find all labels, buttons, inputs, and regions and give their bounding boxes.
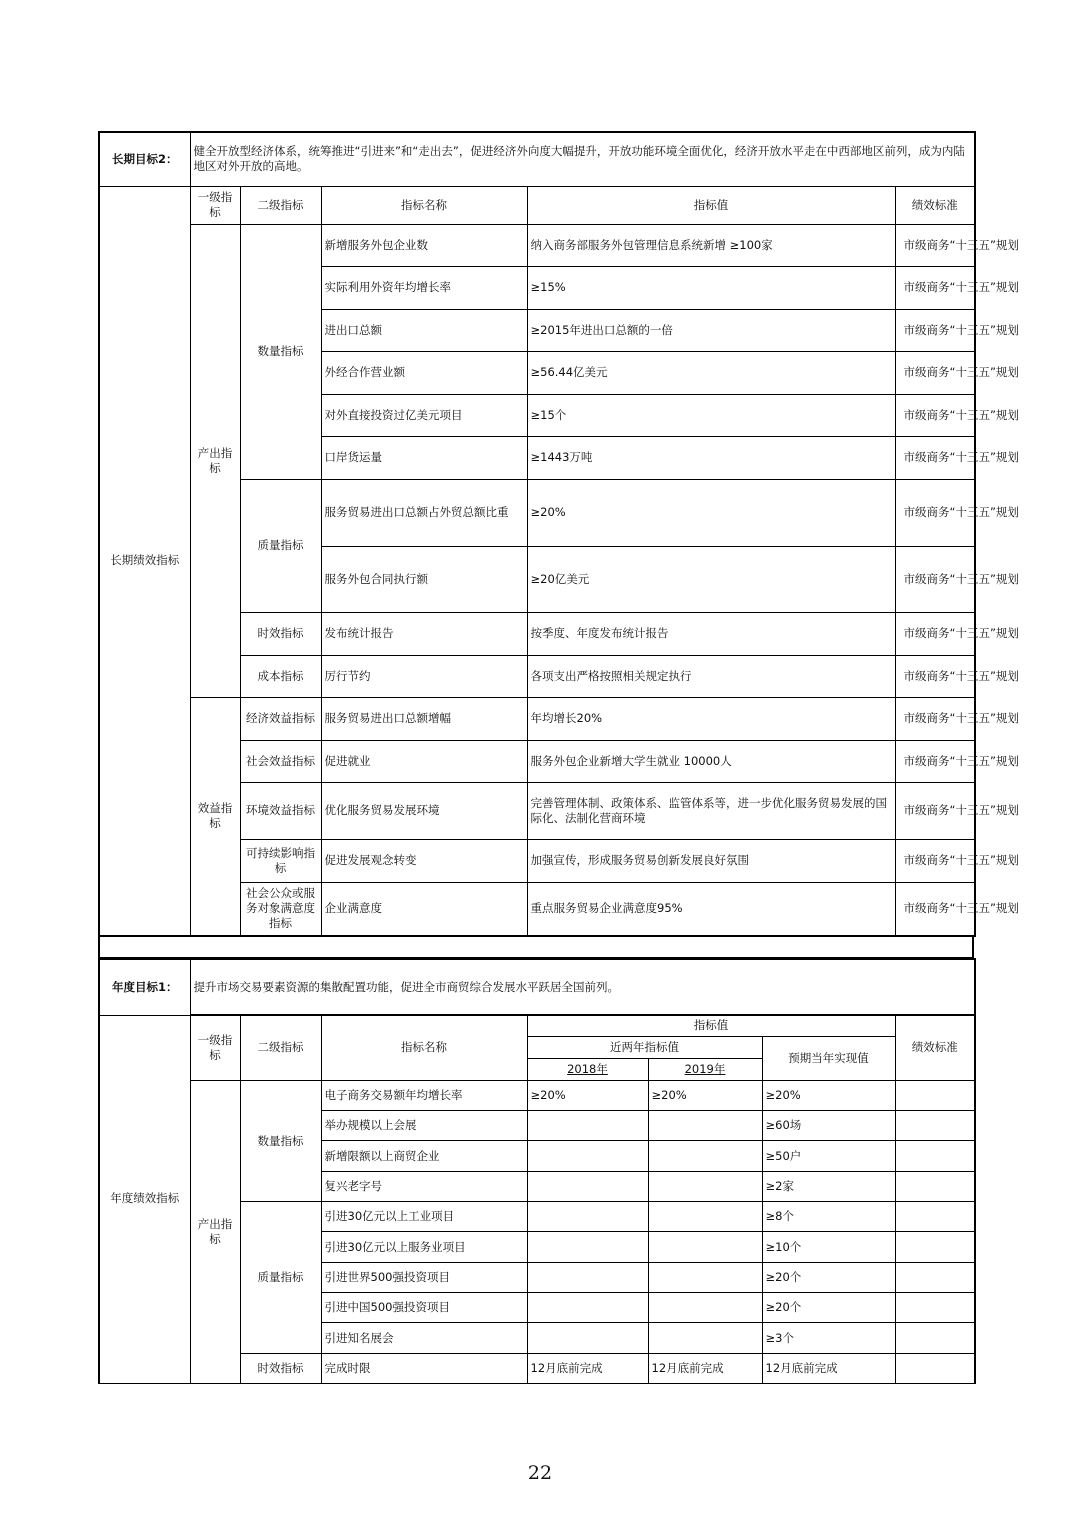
performance-standard: 市级商务“十三五”规划 bbox=[895, 782, 975, 839]
indicator-value: 各项支出严格按照相关规定执行 bbox=[527, 655, 895, 697]
performance-standard: 市级商务“十三五”规划 bbox=[895, 394, 975, 436]
sub-environment: 环境效益指标 bbox=[240, 782, 321, 839]
value-expected: ≥3个 bbox=[762, 1323, 895, 1354]
value-2018 bbox=[527, 1263, 648, 1293]
indicator-name: 实际利用外资年均增长率 bbox=[321, 266, 527, 309]
value-expected: ≥50户 bbox=[762, 1141, 895, 1172]
indicator-value: ≥20% bbox=[527, 479, 895, 546]
indicator-value: ≥56.44亿美元 bbox=[527, 351, 895, 394]
indicator-name: 进出口总额 bbox=[321, 309, 527, 351]
indicator-name: 对外直接投资过亿美元项目 bbox=[321, 394, 527, 436]
sub-social: 社会效益指标 bbox=[240, 740, 321, 782]
long-term-goal-text: 健全开放型经济体系，统筹推进“引进来”和“走出去”，促进经济外向度大幅提升，开放功能环境全面优化，经济开放水平走在中西部地区前列，成为内陆地区对外开放的高地。 bbox=[190, 132, 975, 186]
header-value: 指标值 bbox=[527, 1015, 895, 1037]
performance-standard: 市级商务“十三五”规划 bbox=[895, 612, 975, 655]
value-2018 bbox=[527, 1141, 648, 1172]
performance-standard bbox=[895, 1323, 975, 1354]
value-expected: 12月底前完成 bbox=[762, 1354, 895, 1384]
indicator-name: 外经合作营业额 bbox=[321, 351, 527, 394]
value-2019 bbox=[648, 1111, 762, 1141]
indicator-value: ≥20亿美元 bbox=[527, 546, 895, 612]
value-expected: ≥20个 bbox=[762, 1263, 895, 1293]
header-expected: 预期当年实现值 bbox=[762, 1037, 895, 1081]
indicator-name: 电子商务交易额年均增长率 bbox=[321, 1081, 527, 1111]
performance-standard bbox=[895, 1354, 975, 1384]
indicator-name: 新增服务外包企业数 bbox=[321, 224, 527, 266]
value-2019 bbox=[648, 1323, 762, 1354]
value-2019 bbox=[648, 1232, 762, 1263]
header-2018: 2018年 bbox=[527, 1059, 648, 1081]
indicator-name: 举办规模以上会展 bbox=[321, 1111, 527, 1141]
spacer-row bbox=[98, 935, 974, 958]
sub-sustainable: 可持续影响指标 bbox=[240, 839, 321, 882]
annual-goal-text: 提升市场交易要素资源的集散配置功能，促进全市商贸综合发展水平跃居全国前列。 bbox=[190, 959, 975, 1015]
performance-standard bbox=[895, 1293, 975, 1323]
sub-quality: 质量指标 bbox=[240, 479, 321, 612]
header-recent: 近两年指标值 bbox=[527, 1037, 762, 1059]
group-effect: 效益指标 bbox=[190, 697, 240, 936]
performance-standard: 市级商务“十三五”规划 bbox=[895, 436, 975, 479]
sub-quality: 质量指标 bbox=[240, 1202, 321, 1354]
performance-standard bbox=[895, 1202, 975, 1232]
indicator-value: 年均增长20% bbox=[527, 697, 895, 740]
indicator-value: ≥2015年进出口总额的一倍 bbox=[527, 309, 895, 351]
value-2018 bbox=[527, 1323, 648, 1354]
indicator-value: ≥1443万吨 bbox=[527, 436, 895, 479]
indicator-value: 纳入商务部服务外包管理信息系统新增 ≥100家 bbox=[527, 224, 895, 266]
indicator-name: 促进就业 bbox=[321, 740, 527, 782]
sub-quantity: 数量指标 bbox=[240, 224, 321, 479]
header-name: 指标名称 bbox=[321, 186, 527, 224]
header-standard: 绩效标准 bbox=[895, 1015, 975, 1081]
annual-goal-table bbox=[98, 958, 976, 1016]
value-expected: ≥60场 bbox=[762, 1111, 895, 1141]
sub-timeliness: 时效指标 bbox=[240, 1354, 321, 1384]
performance-standard: 市级商务“十三五”规划 bbox=[895, 882, 975, 936]
indicator-value: 服务外包企业新增大学生就业 10000人 bbox=[527, 740, 895, 782]
indicator-value: ≥15% bbox=[527, 266, 895, 309]
indicator-name: 引进中国500强投资项目 bbox=[321, 1293, 527, 1323]
performance-standard bbox=[895, 1232, 975, 1263]
value-2019: ≥20% bbox=[648, 1081, 762, 1111]
long-term-goal-label: 长期目标2： bbox=[99, 132, 190, 186]
long-term-table bbox=[98, 131, 1019, 937]
group-output: 产出指标 bbox=[190, 224, 240, 697]
value-2018 bbox=[527, 1202, 648, 1232]
performance-standard bbox=[895, 1111, 975, 1141]
header-2019: 2019年 bbox=[648, 1059, 762, 1081]
performance-standard bbox=[895, 1081, 975, 1111]
value-2018: ≥20% bbox=[527, 1081, 648, 1111]
indicator-name: 服务外包合同执行额 bbox=[321, 546, 527, 612]
indicator-value: 重点服务贸易企业满意度95% bbox=[527, 882, 895, 936]
annual-goal-label: 年度目标1： bbox=[99, 959, 190, 1015]
indicator-value: ≥15个 bbox=[527, 394, 895, 436]
value-2019 bbox=[648, 1293, 762, 1323]
value-2019 bbox=[648, 1172, 762, 1202]
indicator-name: 企业满意度 bbox=[321, 882, 527, 936]
performance-standard: 市级商务“十三五”规划 bbox=[895, 546, 975, 612]
performance-standard: 市级商务“十三五”规划 bbox=[895, 309, 975, 351]
value-2018: 12月底前完成 bbox=[527, 1354, 648, 1384]
performance-standard: 市级商务“十三五”规划 bbox=[895, 839, 975, 882]
indicator-name: 厉行节约 bbox=[321, 655, 527, 697]
indicator-name: 促进发展观念转变 bbox=[321, 839, 527, 882]
value-2018 bbox=[527, 1111, 648, 1141]
sub-timeliness: 时效指标 bbox=[240, 612, 321, 655]
sub-quantity: 数量指标 bbox=[240, 1081, 321, 1202]
indicator-name: 服务贸易进出口总额占外贸总额比重 bbox=[321, 479, 527, 546]
indicator-name: 口岸货运量 bbox=[321, 436, 527, 479]
page-number: 22 bbox=[527, 1462, 553, 1484]
indicator-name: 新增限额以上商贸企业 bbox=[321, 1141, 527, 1172]
indicator-name: 引进世界500强投资项目 bbox=[321, 1263, 527, 1293]
header-level2: 二级指标 bbox=[240, 186, 321, 224]
indicator-name: 引进30亿元以上工业项目 bbox=[321, 1202, 527, 1232]
indicator-value: 完善管理体制、政策体系、监管体系等，进一步优化服务贸易发展的国际化、法制化营商环境 bbox=[527, 782, 895, 839]
value-expected: ≥2家 bbox=[762, 1172, 895, 1202]
sub-economic: 经济效益指标 bbox=[240, 697, 321, 740]
header-standard: 绩效标准 bbox=[895, 186, 975, 224]
header-level1: 一级指标 bbox=[190, 186, 240, 224]
sub-satisfaction: 社会公众或服务对象满意度指标 bbox=[240, 882, 321, 936]
indicator-name: 完成时限 bbox=[321, 1354, 527, 1384]
indicator-value: 加强宣传，形成服务贸易创新发展良好氛围 bbox=[527, 839, 895, 882]
performance-standard bbox=[895, 1141, 975, 1172]
indicator-name: 引进知名展会 bbox=[321, 1323, 527, 1354]
indicator-name: 发布统计报告 bbox=[321, 612, 527, 655]
annual-section-label: 年度绩效指标 bbox=[99, 1015, 190, 1384]
performance-standard: 市级商务“十三五”规划 bbox=[895, 655, 975, 697]
indicator-name: 复兴老字号 bbox=[321, 1172, 527, 1202]
indicator-name: 引进30亿元以上服务业项目 bbox=[321, 1232, 527, 1263]
indicator-name: 服务贸易进出口总额增幅 bbox=[321, 697, 527, 740]
value-expected: ≥20% bbox=[762, 1081, 895, 1111]
value-2019: 12月底前完成 bbox=[648, 1354, 762, 1384]
indicator-name: 优化服务贸易发展环境 bbox=[321, 782, 527, 839]
header-name: 指标名称 bbox=[321, 1015, 527, 1081]
value-2018 bbox=[527, 1232, 648, 1263]
value-2018 bbox=[527, 1293, 648, 1323]
performance-standard: 市级商务“十三五”规划 bbox=[895, 351, 975, 394]
value-2019 bbox=[648, 1202, 762, 1232]
header-value: 指标值 bbox=[527, 186, 895, 224]
group-output: 产出指标 bbox=[190, 1081, 240, 1384]
performance-standard: 市级商务“十三五”规划 bbox=[895, 266, 975, 309]
performance-standard: 市级商务“十三五”规划 bbox=[895, 224, 975, 266]
performance-standard: 市级商务“十三五”规划 bbox=[895, 479, 975, 546]
performance-standard bbox=[895, 1263, 975, 1293]
header-level2: 二级指标 bbox=[240, 1015, 321, 1081]
sub-cost: 成本指标 bbox=[240, 655, 321, 697]
value-2019 bbox=[648, 1263, 762, 1293]
value-expected: ≥20个 bbox=[762, 1293, 895, 1323]
annual-indicator-table bbox=[98, 1014, 976, 1384]
long-term-section-label: 长期绩效指标 bbox=[99, 186, 190, 936]
value-expected: ≥10个 bbox=[762, 1232, 895, 1263]
value-expected: ≥8个 bbox=[762, 1202, 895, 1232]
performance-standard: 市级商务“十三五”规划 bbox=[895, 740, 975, 782]
performance-standard: 市级商务“十三五”规划 bbox=[895, 697, 975, 740]
value-2018 bbox=[527, 1172, 648, 1202]
header-level1: 一级指标 bbox=[190, 1015, 240, 1081]
performance-standard bbox=[895, 1172, 975, 1202]
value-2019 bbox=[648, 1141, 762, 1172]
indicator-value: 按季度、年度发布统计报告 bbox=[527, 612, 895, 655]
